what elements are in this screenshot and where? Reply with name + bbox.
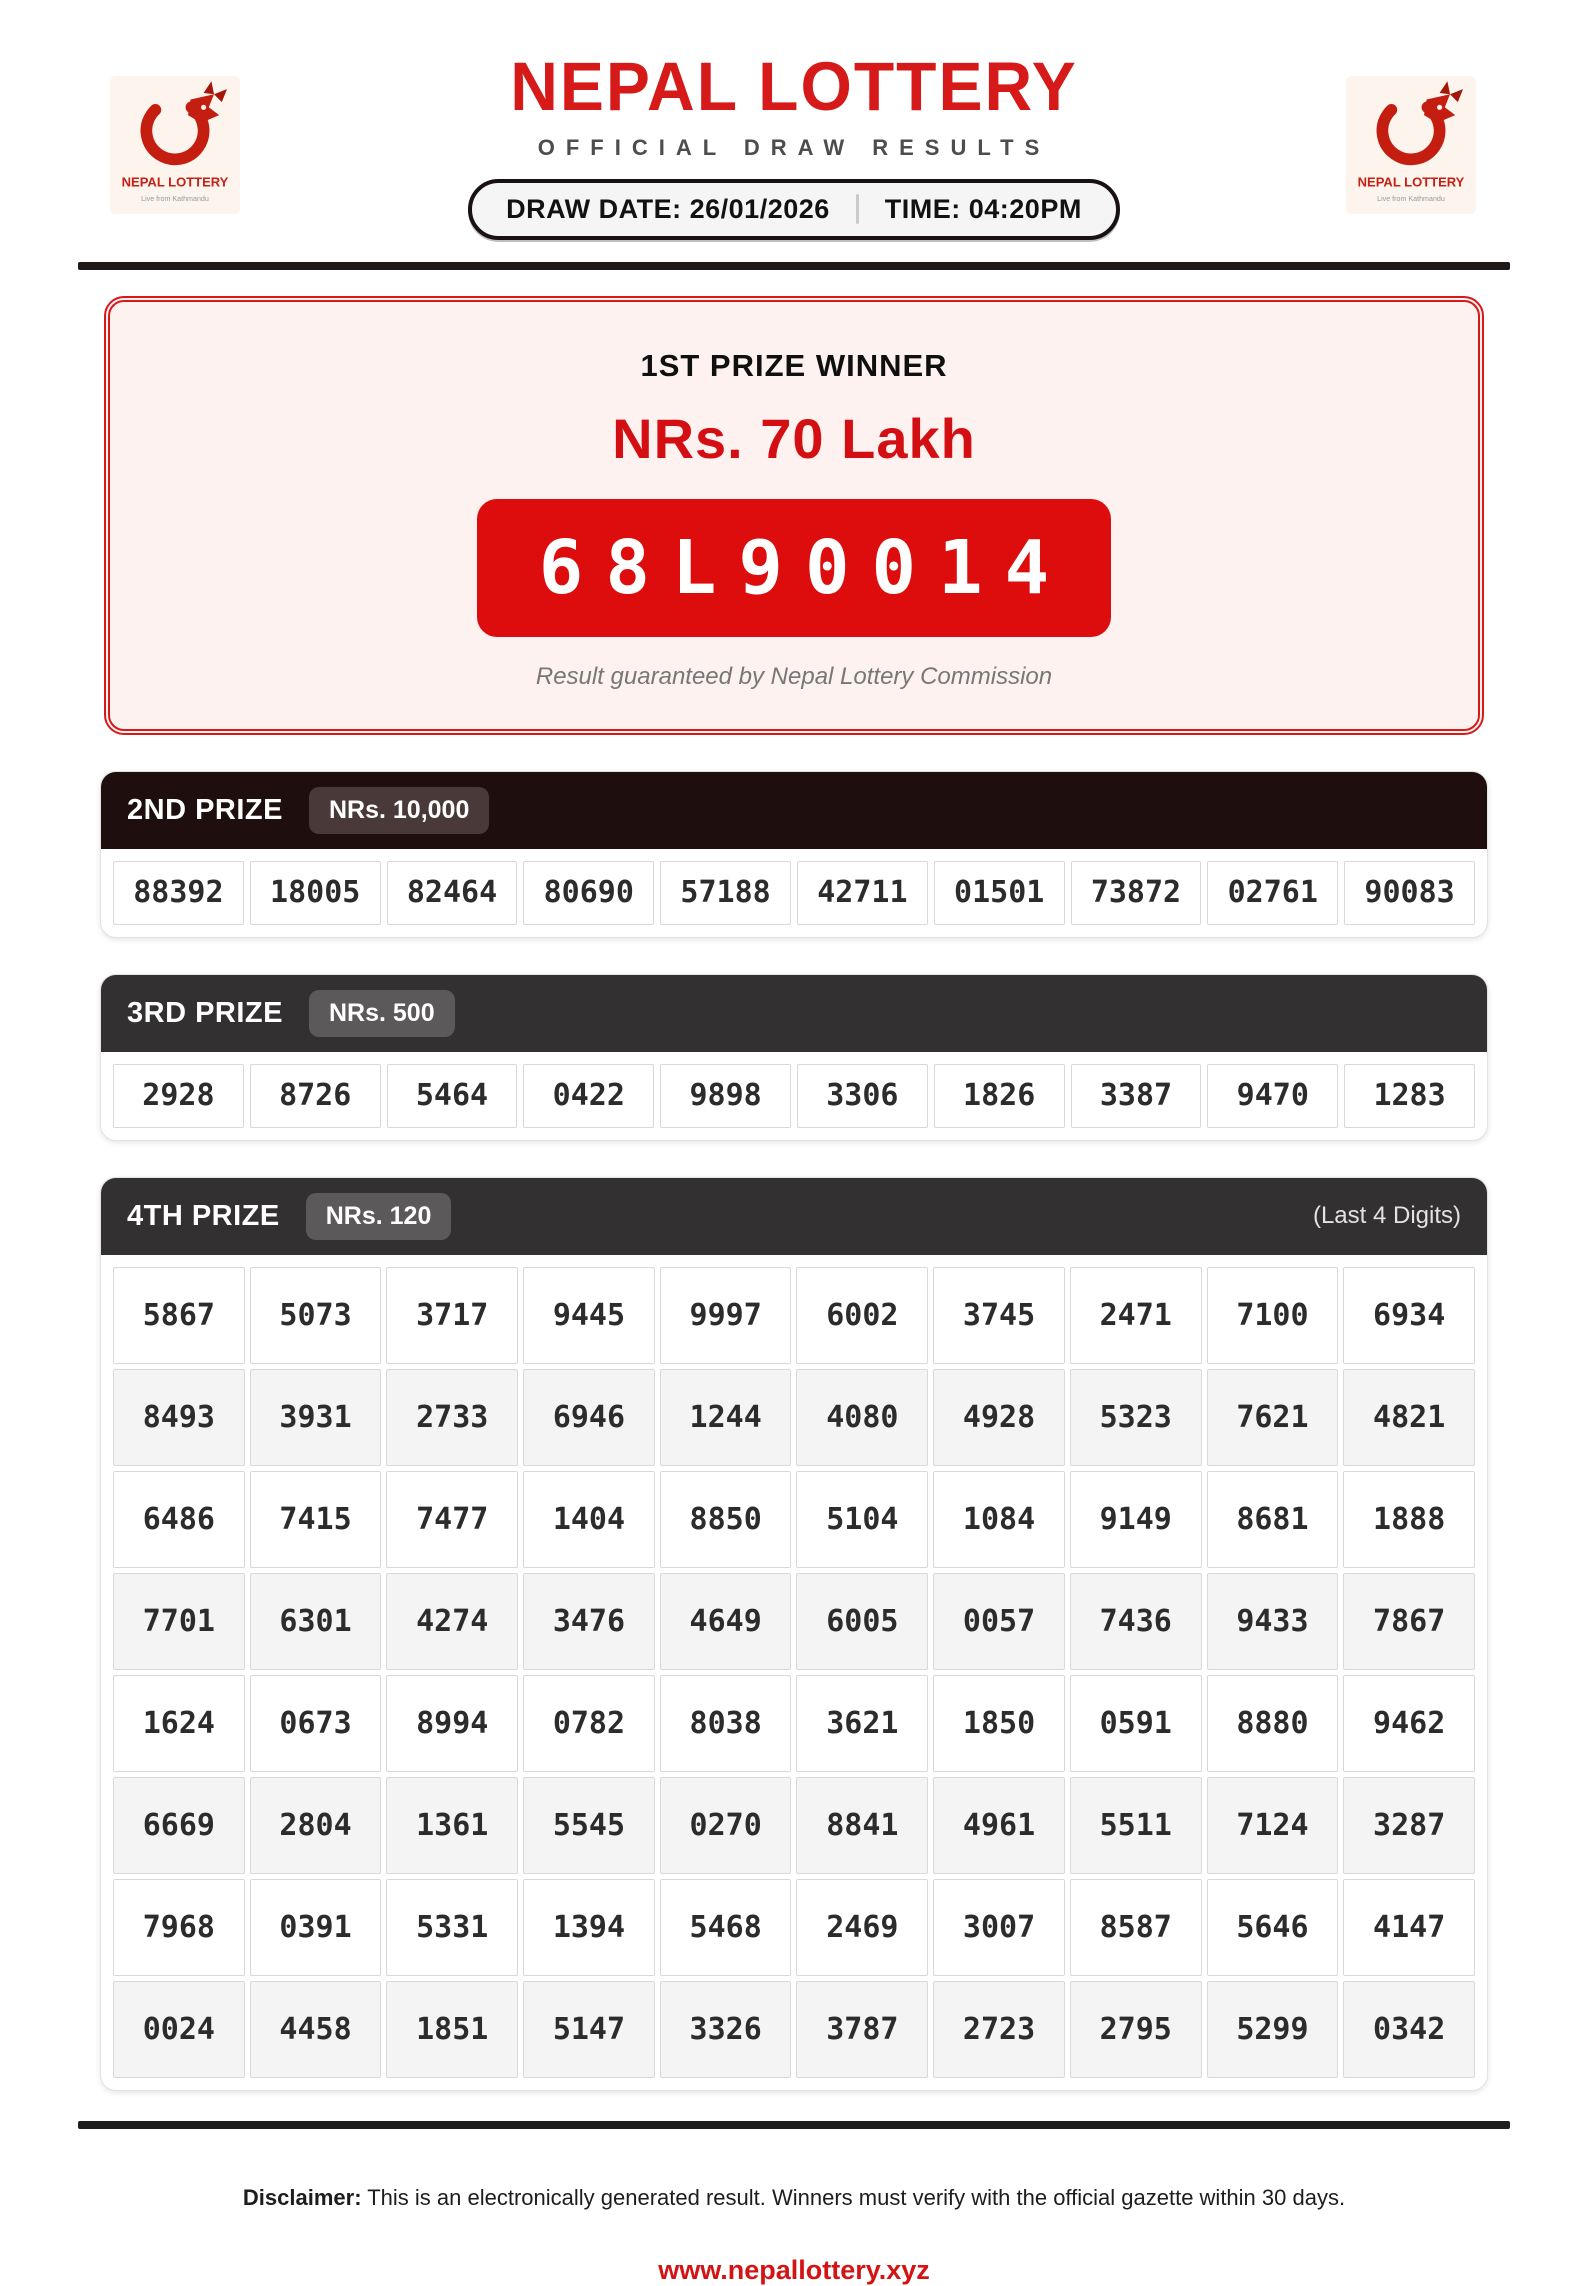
prize-number-cell: 0342 bbox=[1343, 1981, 1475, 2078]
prize-number-cell: 6301 bbox=[250, 1573, 382, 1670]
first-prize-amount: NRs. 70 Lakh bbox=[612, 406, 976, 470]
prize-number-cell: 6669 bbox=[113, 1777, 245, 1874]
third-prize-header bbox=[101, 975, 1487, 1052]
svg-text:NEPAL LOTTERY: NEPAL LOTTERY bbox=[121, 174, 229, 190]
disclaimer bbox=[0, 2185, 1588, 2211]
second-prize-section bbox=[100, 771, 1488, 938]
prize-number-cell: 9149 bbox=[1070, 1471, 1202, 1568]
prize-number-cell: 2733 bbox=[386, 1369, 518, 1466]
prize-number-cell: 8681 bbox=[1207, 1471, 1339, 1568]
prize-number-cell: 2723 bbox=[933, 1981, 1065, 2078]
first-prize-note: Result guaranteed by Nepal Lottery Commission bbox=[535, 662, 1053, 690]
prize-number-cell: 7867 bbox=[1343, 1573, 1475, 1670]
svg-text:Live from Kathmandu: Live from Kathmandu bbox=[1377, 194, 1445, 203]
prize-number-cell: 0270 bbox=[660, 1777, 792, 1874]
prize-number-cell: 1361 bbox=[386, 1777, 518, 1874]
prize-number-cell: 9445 bbox=[523, 1267, 655, 1364]
prize-number-cell: 2804 bbox=[250, 1777, 382, 1874]
prize-number-cell: 01501 bbox=[934, 861, 1065, 925]
svg-text:NEPAL LOTTERY: NEPAL LOTTERY bbox=[1357, 174, 1465, 190]
prize-number-cell: 3621 bbox=[796, 1675, 928, 1772]
prize-number-cell: 7124 bbox=[1207, 1777, 1339, 1874]
prize-number-cell: 5511 bbox=[1070, 1777, 1202, 1874]
prize-number-cell: 0024 bbox=[113, 1981, 245, 2078]
prize-number-cell: 3287 bbox=[1343, 1777, 1475, 1874]
prize-number-cell: 3306 bbox=[797, 1064, 928, 1128]
prize-number-cell: 7436 bbox=[1070, 1573, 1202, 1670]
fourth-prize-note: (Last 4 Digits) bbox=[1312, 1202, 1461, 1230]
prize-number-cell: 1624 bbox=[113, 1675, 245, 1772]
prize-number-cell: 3931 bbox=[250, 1369, 382, 1466]
prize-number-cell: 8850 bbox=[660, 1471, 792, 1568]
prize-number-cell: 4961 bbox=[933, 1777, 1065, 1874]
first-prize-heading: 1ST PRIZE WINNER bbox=[640, 347, 948, 383]
pill-divider bbox=[856, 194, 859, 224]
first-prize-number: 68L90014 bbox=[477, 499, 1111, 637]
prize-number-cell: 0782 bbox=[523, 1675, 655, 1772]
prize-number-cell: 5147 bbox=[523, 1981, 655, 2078]
prize-number-cell: 6946 bbox=[523, 1369, 655, 1466]
prize-number-cell: 0057 bbox=[933, 1573, 1065, 1670]
prize-number-cell: 5073 bbox=[250, 1267, 382, 1364]
prize-number-cell: 9898 bbox=[660, 1064, 791, 1128]
prize-number-cell: 1394 bbox=[523, 1879, 655, 1976]
prize-number-cell: 3787 bbox=[796, 1981, 928, 2078]
fourth-prize-section bbox=[100, 1177, 1488, 2091]
prize-number-cell: 4458 bbox=[250, 1981, 382, 2078]
prize-number-cell: 0673 bbox=[250, 1675, 382, 1772]
prize-number-cell: 8880 bbox=[1207, 1675, 1339, 1772]
prize-number-cell: 73872 bbox=[1071, 861, 1202, 925]
prize-number-cell: 4080 bbox=[796, 1369, 928, 1466]
prize-number-cell: 1084 bbox=[933, 1471, 1065, 1568]
prize-number-cell: 8994 bbox=[386, 1675, 518, 1772]
prize-number-cell: 5323 bbox=[1070, 1369, 1202, 1466]
prize-number-cell: 9433 bbox=[1207, 1573, 1339, 1670]
prize-number-cell: 3476 bbox=[523, 1573, 655, 1670]
draw-time-label: TIME: 04:20PM bbox=[884, 193, 1082, 224]
prize-number-cell: 8493 bbox=[113, 1369, 245, 1466]
prize-number-cell: 02761 bbox=[1207, 861, 1338, 925]
prize-number-cell: 9997 bbox=[660, 1267, 792, 1364]
website-link[interactable]: www.nepallottery.xyz bbox=[658, 2254, 930, 2285]
prize-number-cell: 82464 bbox=[387, 861, 518, 925]
prize-number-cell: 0422 bbox=[523, 1064, 654, 1128]
fourth-prize-amount-badge: NRs. 120 bbox=[306, 1193, 452, 1240]
prize-number-cell: 3387 bbox=[1071, 1064, 1202, 1128]
second-prize-header bbox=[101, 772, 1487, 849]
page-title: NEPAL LOTTERY bbox=[510, 47, 1078, 125]
prize-number-cell: 4821 bbox=[1343, 1369, 1475, 1466]
first-prize-card bbox=[104, 296, 1484, 735]
prize-number-cell: 57188 bbox=[660, 861, 791, 925]
prize-number-cell: 1888 bbox=[1343, 1471, 1475, 1568]
prize-number-cell: 5545 bbox=[523, 1777, 655, 1874]
prize-number-cell: 0391 bbox=[250, 1879, 382, 1976]
prize-number-cell: 4928 bbox=[933, 1369, 1065, 1466]
second-prize-amount-badge: NRs. 10,000 bbox=[309, 787, 489, 834]
prize-number-cell: 3326 bbox=[660, 1981, 792, 2078]
prize-number-cell: 5867 bbox=[113, 1267, 245, 1364]
draw-date-label: DRAW DATE: 26/01/2026 bbox=[506, 193, 830, 224]
prize-number-cell: 5468 bbox=[660, 1879, 792, 1976]
prize-number-cell: 1283 bbox=[1344, 1064, 1475, 1128]
prize-number-cell: 2469 bbox=[796, 1879, 928, 1976]
prize-number-cell: 1851 bbox=[386, 1981, 518, 2078]
prize-number-cell: 3717 bbox=[386, 1267, 518, 1364]
prize-number-cell: 7621 bbox=[1207, 1369, 1339, 1466]
prize-number-cell: 1826 bbox=[934, 1064, 1065, 1128]
prize-number-cell: 8726 bbox=[250, 1064, 381, 1128]
fourth-prize-label: 4TH PRIZE bbox=[127, 1199, 280, 1232]
prize-number-cell: 90083 bbox=[1344, 861, 1475, 925]
prize-number-cell: 7968 bbox=[113, 1879, 245, 1976]
third-prize-amount-badge: NRs. 500 bbox=[309, 990, 455, 1037]
third-prize-section bbox=[100, 974, 1488, 1141]
prize-number-cell: 5331 bbox=[386, 1879, 518, 1976]
footer-divider bbox=[78, 2121, 1510, 2129]
prize-number-cell: 6002 bbox=[796, 1267, 928, 1364]
prize-number-cell: 2795 bbox=[1070, 1981, 1202, 2078]
prize-number-cell: 3007 bbox=[933, 1879, 1065, 1976]
prize-number-cell: 3745 bbox=[933, 1267, 1065, 1364]
prize-number-cell: 6005 bbox=[796, 1573, 928, 1670]
prize-number-cell: 80690 bbox=[523, 861, 654, 925]
prize-number-cell: 9462 bbox=[1343, 1675, 1475, 1772]
prize-number-cell: 0591 bbox=[1070, 1675, 1202, 1772]
prize-number-cell: 4649 bbox=[660, 1573, 792, 1670]
header-divider bbox=[78, 262, 1510, 270]
second-prize-numbers bbox=[101, 849, 1487, 937]
second-prize-label: 2ND PRIZE bbox=[127, 793, 283, 826]
page-subtitle: OFFICIAL DRAW RESULTS bbox=[537, 134, 1051, 160]
third-prize-numbers bbox=[101, 1052, 1487, 1140]
draw-info-pill bbox=[468, 179, 1120, 240]
header bbox=[0, 47, 1588, 270]
fourth-prize-grid bbox=[101, 1255, 1487, 2090]
prize-number-cell: 1850 bbox=[933, 1675, 1065, 1772]
prize-number-cell: 5104 bbox=[796, 1471, 928, 1568]
prize-number-cell: 2471 bbox=[1070, 1267, 1202, 1364]
fourth-prize-header bbox=[101, 1178, 1487, 1255]
disclaimer-label: Disclaimer: bbox=[242, 2184, 362, 2210]
prize-number-cell: 4147 bbox=[1343, 1879, 1475, 1976]
prize-number-cell: 5464 bbox=[387, 1064, 518, 1128]
prize-number-cell: 6934 bbox=[1343, 1267, 1475, 1364]
prize-number-cell: 1244 bbox=[660, 1369, 792, 1466]
prize-number-cell: 2928 bbox=[113, 1064, 244, 1128]
prize-number-cell: 1404 bbox=[523, 1471, 655, 1568]
prize-number-cell: 8038 bbox=[660, 1675, 792, 1772]
prize-number-cell: 5646 bbox=[1207, 1879, 1339, 1976]
prize-number-cell: 8587 bbox=[1070, 1879, 1202, 1976]
third-prize-label: 3RD PRIZE bbox=[127, 996, 283, 1029]
prize-number-cell: 42711 bbox=[797, 861, 928, 925]
prize-number-cell: 7415 bbox=[250, 1471, 382, 1568]
prize-number-cell: 18005 bbox=[250, 861, 381, 925]
svg-text:Live from Kathmandu: Live from Kathmandu bbox=[141, 194, 209, 203]
prize-number-cell: 9470 bbox=[1207, 1064, 1338, 1128]
prize-number-cell: 7701 bbox=[113, 1573, 245, 1670]
disclaimer-text: This is an electronically generated result. Winners must verify with the official gazette within 30 days. bbox=[361, 2184, 1346, 2210]
prize-number-cell: 7100 bbox=[1207, 1267, 1339, 1364]
prize-number-cell: 5299 bbox=[1207, 1981, 1339, 2078]
prize-number-cell: 8841 bbox=[796, 1777, 928, 1874]
prize-number-cell: 88392 bbox=[113, 861, 244, 925]
prize-number-cell: 7477 bbox=[386, 1471, 518, 1568]
prize-number-cell: 6486 bbox=[113, 1471, 245, 1568]
prize-number-cell: 4274 bbox=[386, 1573, 518, 1670]
